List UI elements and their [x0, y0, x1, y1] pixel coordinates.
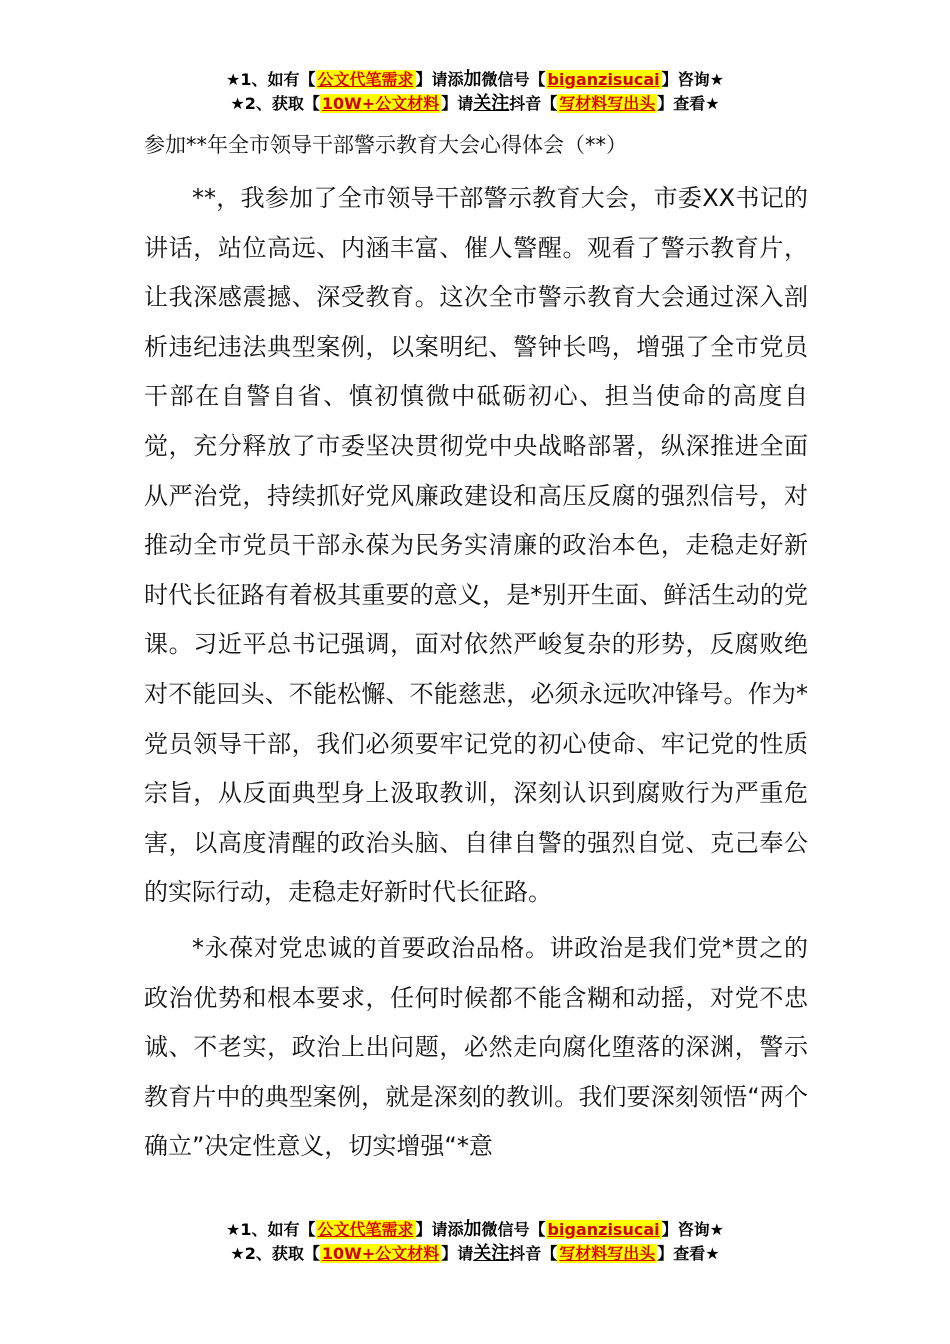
highlight-materials: 10W+公文材料	[321, 94, 440, 113]
highlight-wechat-id: biganzisucai	[547, 70, 660, 89]
highlight-materials: 10W+公文材料	[321, 1244, 440, 1263]
highlight-account: 写材料写出头	[559, 94, 656, 113]
promo-line-1: ★1、如有【 公文代笔需求 】请添加微信号【 biganzisucai 】咨询★	[226, 1219, 724, 1240]
promo-banner-bottom	[0, 1218, 950, 1266]
document-body	[144, 174, 808, 1172]
promo-line-2: ★2、获取【 10W+公文材料 】请关注抖音【 写材料写出头 】查看★	[230, 93, 720, 114]
paragraph-2: *永葆对党忠诚的首要政治品格。讲政治是我们党*贯之的政治优势和根本要求，任何时候都不能含糊和动摇，对党不忠诚、不老实，政治上出问题，必然走向腐化堕落的深渊，警示教育片中的典型案例，就是深刻的教训。我们要深刻领悟“两个确立”决定性意义，切实增强“*意	[144, 933, 808, 1161]
promo-line-1: ★1、如有【 公文代笔需求 】请添加微信号【 biganzisucai 】咨询★	[226, 69, 724, 90]
highlight-wechat-id: biganzisucai	[547, 1220, 660, 1239]
paragraph-1: **，我参加了全市领导干部警示教育大会，市委XX书记的讲话，站位高远、内涵丰富、催人警醒。观看了警示教育片，让我深感震撼、深受教育。这次全市警示教育大会通过深入剖析违纪违法典型案例，以案明纪、警钟长鸣，增强了全市党员干部在自警自省、慎初慎微中砥砺初心、担当使命的高度自觉，充分释放了市委坚决贯彻党中央战略部署，纵深推进全面从严治党，持续抓好党风廉政建设和高压反腐的强烈信号，对推动全市党员干部永葆为民务实清廉的政治本色，走稳走好新时代长征路有着极其重要的意义，是*别开生面、鲜活生动的党课。习近平总书记强调，面对依然严峻复杂的形势，反腐败绝对不能回头、不能松懈、不能慈悲，必须永远吹冲锋号。作为*党员领导干部，我们必须要牢记党的初心使命、牢记党的性质宗旨，从反面典型身上汲取教训，深刻认识到腐败行为严重危害，以高度清醒的政治头脑、自律自警的强烈自觉、克己奉公的实际行动，走稳走好新时代长征路。	[144, 184, 808, 907]
highlight-service: 公文代笔需求	[317, 1220, 414, 1239]
highlight-account: 写材料写出头	[559, 1244, 656, 1263]
document-title: 参加**年全市领导干部警示教育大会心得体会（**）	[144, 133, 627, 157]
highlight-service: 公文代笔需求	[317, 70, 414, 89]
promo-line-2: ★2、获取【 10W+公文材料 】请关注抖音【 写材料写出头 】查看★	[230, 1243, 720, 1264]
promo-banner-top	[0, 68, 950, 116]
